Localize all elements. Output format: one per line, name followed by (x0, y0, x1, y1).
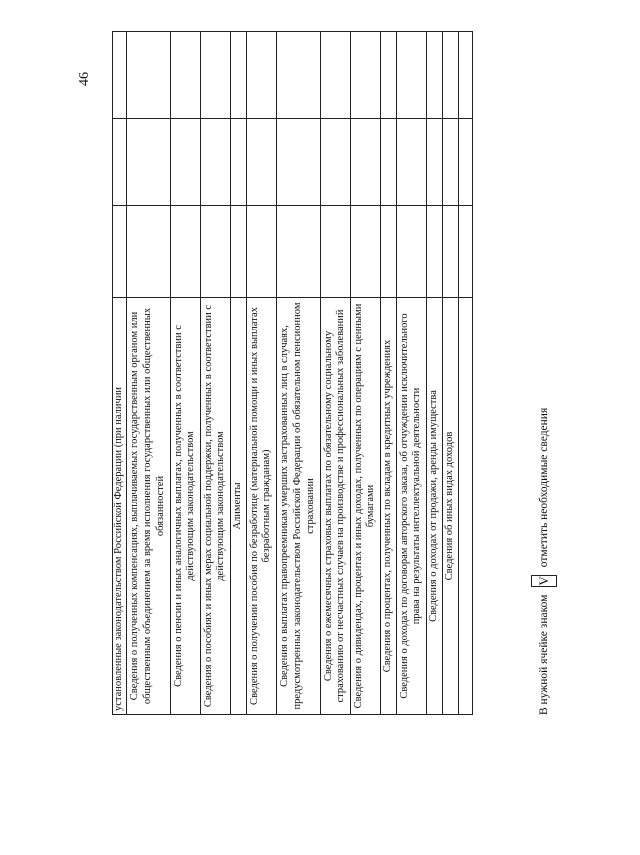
check-cell[interactable] (320, 119, 350, 206)
check-mark-box (531, 575, 557, 586)
row-description: Сведения о доходах по договорам авторского заказа, об отчуждении исключительного права на результаты интеллектуальной деятельности (396, 298, 426, 715)
row-description: Сведения о процентах, полученных по вкладам в кредитных учреждениях (380, 298, 396, 715)
table-row (276, 32, 320, 715)
table-row (458, 32, 472, 715)
footer-prefix: В нужной ячейке знаком (538, 594, 550, 715)
check-cell[interactable] (320, 32, 350, 119)
check-cell[interactable] (200, 206, 230, 298)
check-cell[interactable] (396, 206, 426, 298)
row-description: Сведения о выплатах правопреемникам умерших застрахованных лиц в случаях, предусмотренных законодательством Российской Федерации об обязательном пенсионном страховании (276, 298, 320, 715)
row-description: Сведения о доходах от продажи, аренды имущества (426, 298, 442, 715)
check-cell[interactable] (350, 119, 380, 206)
table-row (380, 32, 396, 715)
check-cell[interactable] (126, 206, 170, 298)
row-description: Сведения о дивидендах, процентах и иных доходах, полученных по операциям с ценными бумагами (350, 298, 380, 715)
check-cell[interactable] (200, 32, 230, 119)
check-cell[interactable] (320, 206, 350, 298)
check-cell[interactable] (276, 32, 320, 119)
check-cell[interactable] (113, 119, 127, 206)
row-description (458, 298, 472, 715)
check-cell[interactable] (350, 32, 380, 119)
check-cell[interactable] (380, 32, 396, 119)
check-cell[interactable] (380, 119, 396, 206)
page-number: 46 (77, 72, 92, 86)
check-cell[interactable] (276, 119, 320, 206)
check-cell[interactable] (170, 206, 200, 298)
income-table (112, 31, 473, 715)
check-cell[interactable] (230, 32, 246, 119)
check-cell[interactable] (458, 206, 472, 298)
check-cell[interactable] (126, 119, 170, 206)
row-description: Сведения о полученных компенсациях, выплачиваемых государственным органом или общественным объединением за время исполнения государственных или общественных обязанностей (126, 298, 170, 715)
check-cell[interactable] (426, 32, 442, 119)
table-row (200, 32, 230, 715)
row-description: Сведения о ежемесячных страховых выплатах по обязательному социальному страхованию от несчастных случаев на производстве и профессиональных заболеваний (320, 298, 350, 715)
check-cell[interactable] (170, 32, 200, 119)
check-cell[interactable] (458, 32, 472, 119)
check-cell[interactable] (380, 206, 396, 298)
check-cell[interactable] (396, 32, 426, 119)
check-cell[interactable] (113, 206, 127, 298)
table-row (350, 32, 380, 715)
row-description: Сведения о получении пособия по безработице (материальной помощи и иных выплатах безработным гражданам) (246, 298, 276, 715)
row-description: установленные законодательством Российской Федерации (при наличии (113, 298, 127, 715)
check-cell[interactable] (458, 119, 472, 206)
table-row (396, 32, 426, 715)
check-cell[interactable] (396, 119, 426, 206)
row-description: Сведения о пособиях и иных мерах социальной поддержки, полученных в соответствии с действующим законодательством (200, 298, 230, 715)
check-cell[interactable] (426, 206, 442, 298)
income-table-rotated (112, 60, 480, 715)
check-cell[interactable] (113, 32, 127, 119)
row-description: Сведения об иных видах доходов (442, 298, 458, 715)
check-cell[interactable] (246, 206, 276, 298)
footer-suffix: отметить необходимые сведения (538, 407, 550, 568)
table-row (246, 32, 276, 715)
check-cell[interactable] (126, 32, 170, 119)
check-cell[interactable] (276, 206, 320, 298)
check-cell[interactable] (230, 119, 246, 206)
table-row (126, 32, 170, 715)
check-mark: V (536, 576, 551, 586)
footer-note (530, 407, 558, 715)
check-cell[interactable] (200, 119, 230, 206)
check-cell[interactable] (426, 119, 442, 206)
check-cell[interactable] (442, 119, 458, 206)
table-row (113, 32, 127, 715)
check-cell[interactable] (350, 206, 380, 298)
row-description: Алименты (230, 298, 246, 715)
row-description: Сведения о пенсии и иных аналогичных выплатах, полученных в соответствии с действующим законодательством (170, 298, 200, 715)
check-cell[interactable] (442, 206, 458, 298)
table-row (320, 32, 350, 715)
check-cell[interactable] (230, 206, 246, 298)
table-row (170, 32, 200, 715)
check-cell[interactable] (442, 32, 458, 119)
table-row (426, 32, 442, 715)
table-row (442, 32, 458, 715)
check-cell[interactable] (170, 119, 200, 206)
check-cell[interactable] (246, 119, 276, 206)
check-cell[interactable] (246, 32, 276, 119)
table-row (230, 32, 246, 715)
